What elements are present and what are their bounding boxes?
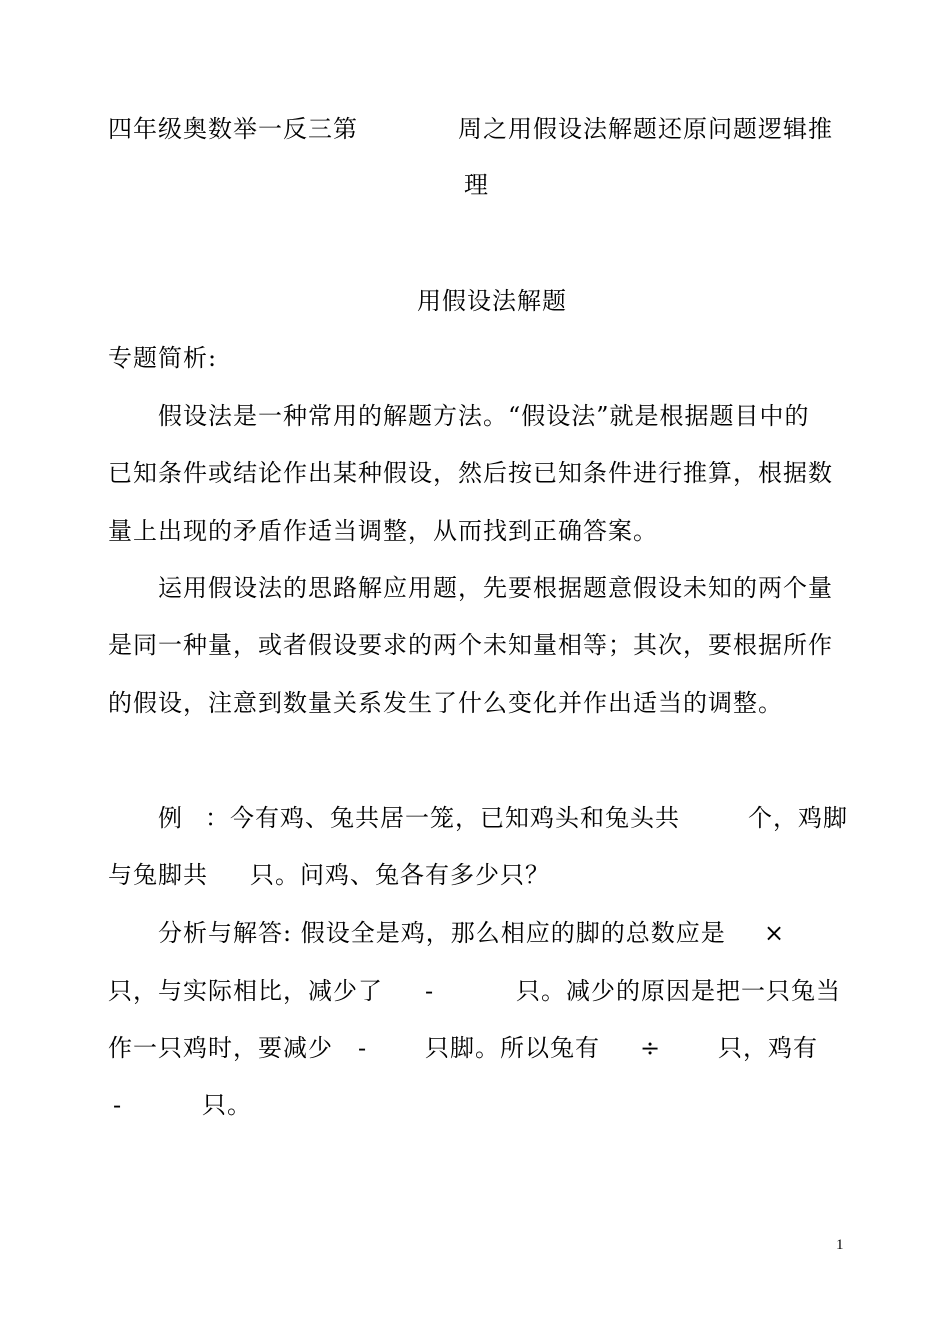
page-number: 1: [836, 1237, 844, 1253]
section-title: 用假设法解题: [417, 287, 567, 315]
paragraph-2-line-3: 的假设，注意到数量关系发生了什么变化并作出适当的调整。: [108, 689, 783, 717]
answer-times-sign: ×: [764, 919, 786, 947]
answer-line-2-end: 只。减少的原因是把一只兔当: [516, 977, 841, 1005]
answer-line-4-end: 只。: [202, 1091, 252, 1119]
answer-line-1: 分析与解答: 假设全是鸡，那么相应的脚的总数应是: [158, 919, 726, 947]
title-left: 四年级奥数举一反三第: [108, 115, 358, 143]
answer-minus-3: -: [113, 1091, 123, 1119]
paragraph-2-line-1: 运用假设法的思路解应用题，先要根据题意假设未知的两个量: [158, 574, 833, 602]
example-label: 例: [158, 804, 183, 832]
example-line-1: ：今有鸡、兔共居一笼，已知鸡头和兔头共: [205, 804, 680, 832]
answer-line-3-start: 作一只鸡时，要减少: [108, 1034, 333, 1062]
answer-line-2-start: 只，与实际相比，减少了: [108, 977, 383, 1005]
paragraph-2-line-2: 是同一种量，或者假设要求的两个未知量相等；其次，要根据所作: [108, 631, 833, 659]
paragraph-1-line-2: 已知条件或结论作出某种假设，然后按已知条件进行推算，根据数: [108, 459, 833, 487]
analysis-heading: 专题简析:: [108, 344, 218, 372]
answer-line-3-end: 只，鸡有: [718, 1034, 818, 1062]
paragraph-1-line-3: 量上出现的矛盾作适当调整，从而找到正确答案。: [108, 517, 658, 545]
answer-divide-sign: ÷: [640, 1034, 662, 1062]
title-right: 周之用假设法解题还原问题逻辑推: [458, 115, 833, 143]
paragraph-1-line-1: 假设法是一种常用的解题方法。“假设法”就是根据题目中的: [158, 402, 810, 430]
example-line-1-end: 个，鸡脚: [748, 804, 848, 832]
title-continuation: 理: [464, 171, 489, 199]
answer-line-3-mid: 只脚。所以兔有: [425, 1034, 600, 1062]
example-line-2-end: 只。问鸡、兔各有多少只？: [250, 861, 550, 889]
example-line-2-start: 与兔脚共: [108, 861, 208, 889]
answer-minus-1: -: [425, 977, 435, 1005]
answer-minus-2: -: [358, 1034, 368, 1062]
